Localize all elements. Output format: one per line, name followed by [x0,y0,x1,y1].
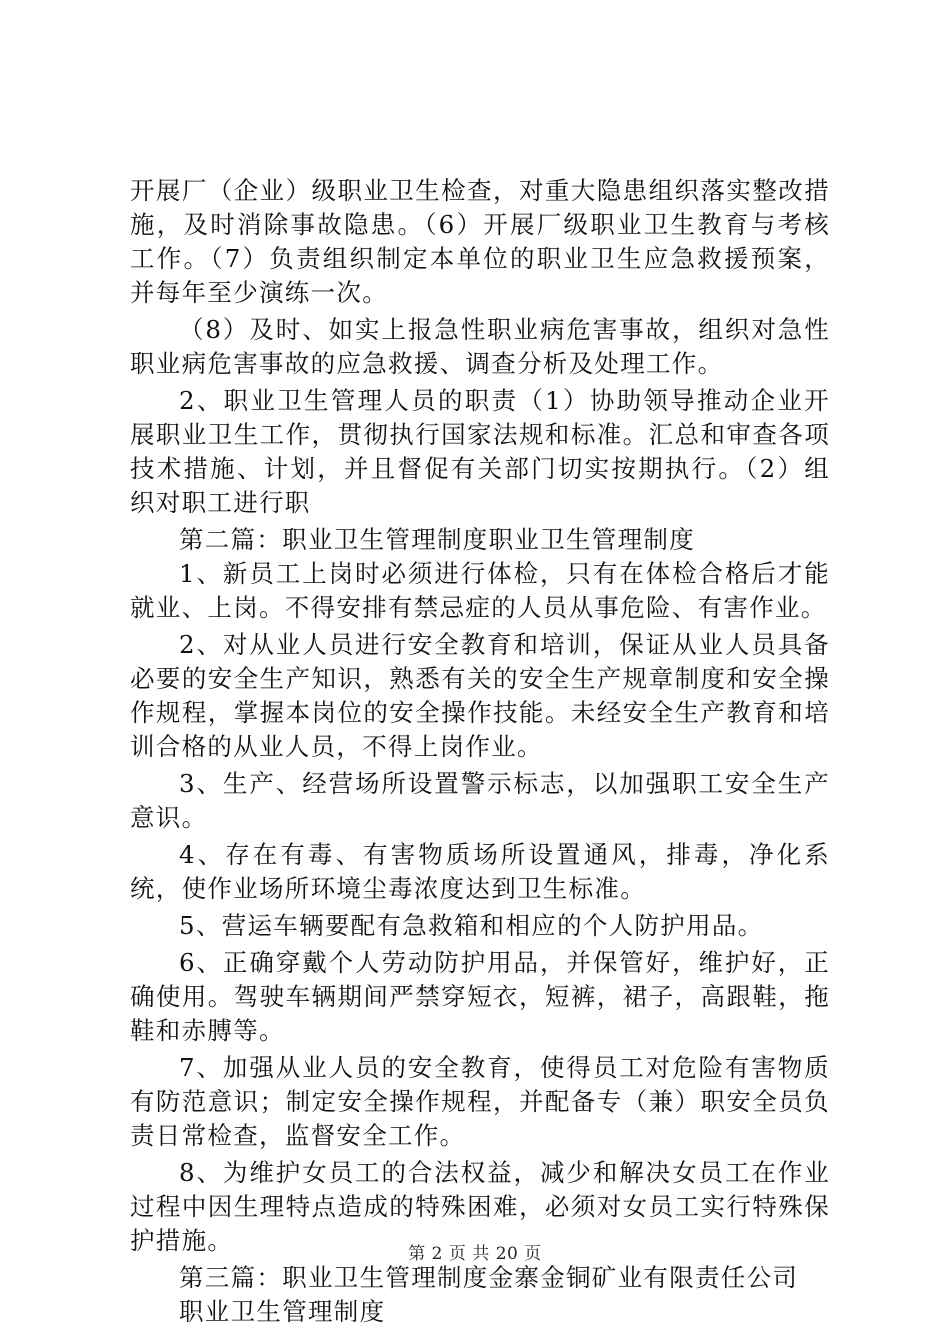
section-heading-part-two: 第二篇：职业卫生管理制度职业卫生管理制度 [179,525,695,554]
rule-item-8: 8、为维护女员工的合法权益，减少和解决女员工在作业过程中因生理特点造成的特殊困难，必须对女员工实行特殊保护措施。 [130,1158,830,1255]
section-heading-part-three: 第三篇：职业卫生管理制度金寨金铜矿业有限责任公司 [179,1263,799,1292]
rule-item-5: 5、营运车辆要配有急救箱和相应的个人防护用品。 [179,911,764,940]
section-subtitle: 职业卫生管理制度 [179,1297,386,1326]
rule-item-4: 4、存在有毒、有害物质场所设置通风，排毒，净化系统，使作业场所环境尘毒浓度达到卫生标准。 [130,840,830,903]
rule-item-6: 6、正确穿戴个人劳动防护用品，并保管好，维护好，正确使用。驾驶车辆期间严禁穿短衣，短裤，裙子，高跟鞋，拖鞋和赤膊等。 [130,948,830,1045]
rule-item-3: 3、生产、经营场所设置警示标志，以加强职工安全生产意识。 [130,769,830,832]
paragraph-manager-duties: 2、职业卫生管理人员的职责（1）协助领导推动企业开展职业卫生工作，贯彻执行国家法规和标准。汇总和审查各项技术措施、计划，并且督促有关部门切实按期执行。（2）组织对职工进行职 [130,386,830,517]
page-number-footer: 第 2 页 共 20 页 [408,1244,542,1264]
rule-item-7: 7、加强从业人员的安全教育，使得员工对危险有害物质有防范意识；制定安全操作规程，并配备专（兼）职安全员负责日常检查，监督安全工作。 [130,1053,830,1150]
rule-item-1: 1、新员工上岗时必须进行体检，只有在体检合格后才能就业、上岗。不得安排有禁忌症的人员从事危险、有害作业。 [130,559,830,622]
paragraph-continued-duties: 开展厂（企业）级职业卫生检查，对重大隐患组织落实整改措施，及时消除事故隐患。（6）开展厂级职业卫生教育与考核工作。（7）负责组织制定本单位的职业卫生应急救援预案，并每年至少演练一次。 [130,176,830,307]
rule-item-2: 2、对从业人员进行安全教育和培训，保证从业人员具备必要的安全生产知识，熟悉有关的安全生产规章制度和安全操作规程，掌握本岗位的安全操作技能。未经安全生产教育和培训合格的从业人员，不得上岗作业。 [130,630,830,761]
paragraph-duty-8: （8）及时、如实上报急性职业病危害事故，组织对急性职业病危害事故的应急救援、调查分析及处理工作。 [130,315,830,378]
document-body [130,174,830,1329]
